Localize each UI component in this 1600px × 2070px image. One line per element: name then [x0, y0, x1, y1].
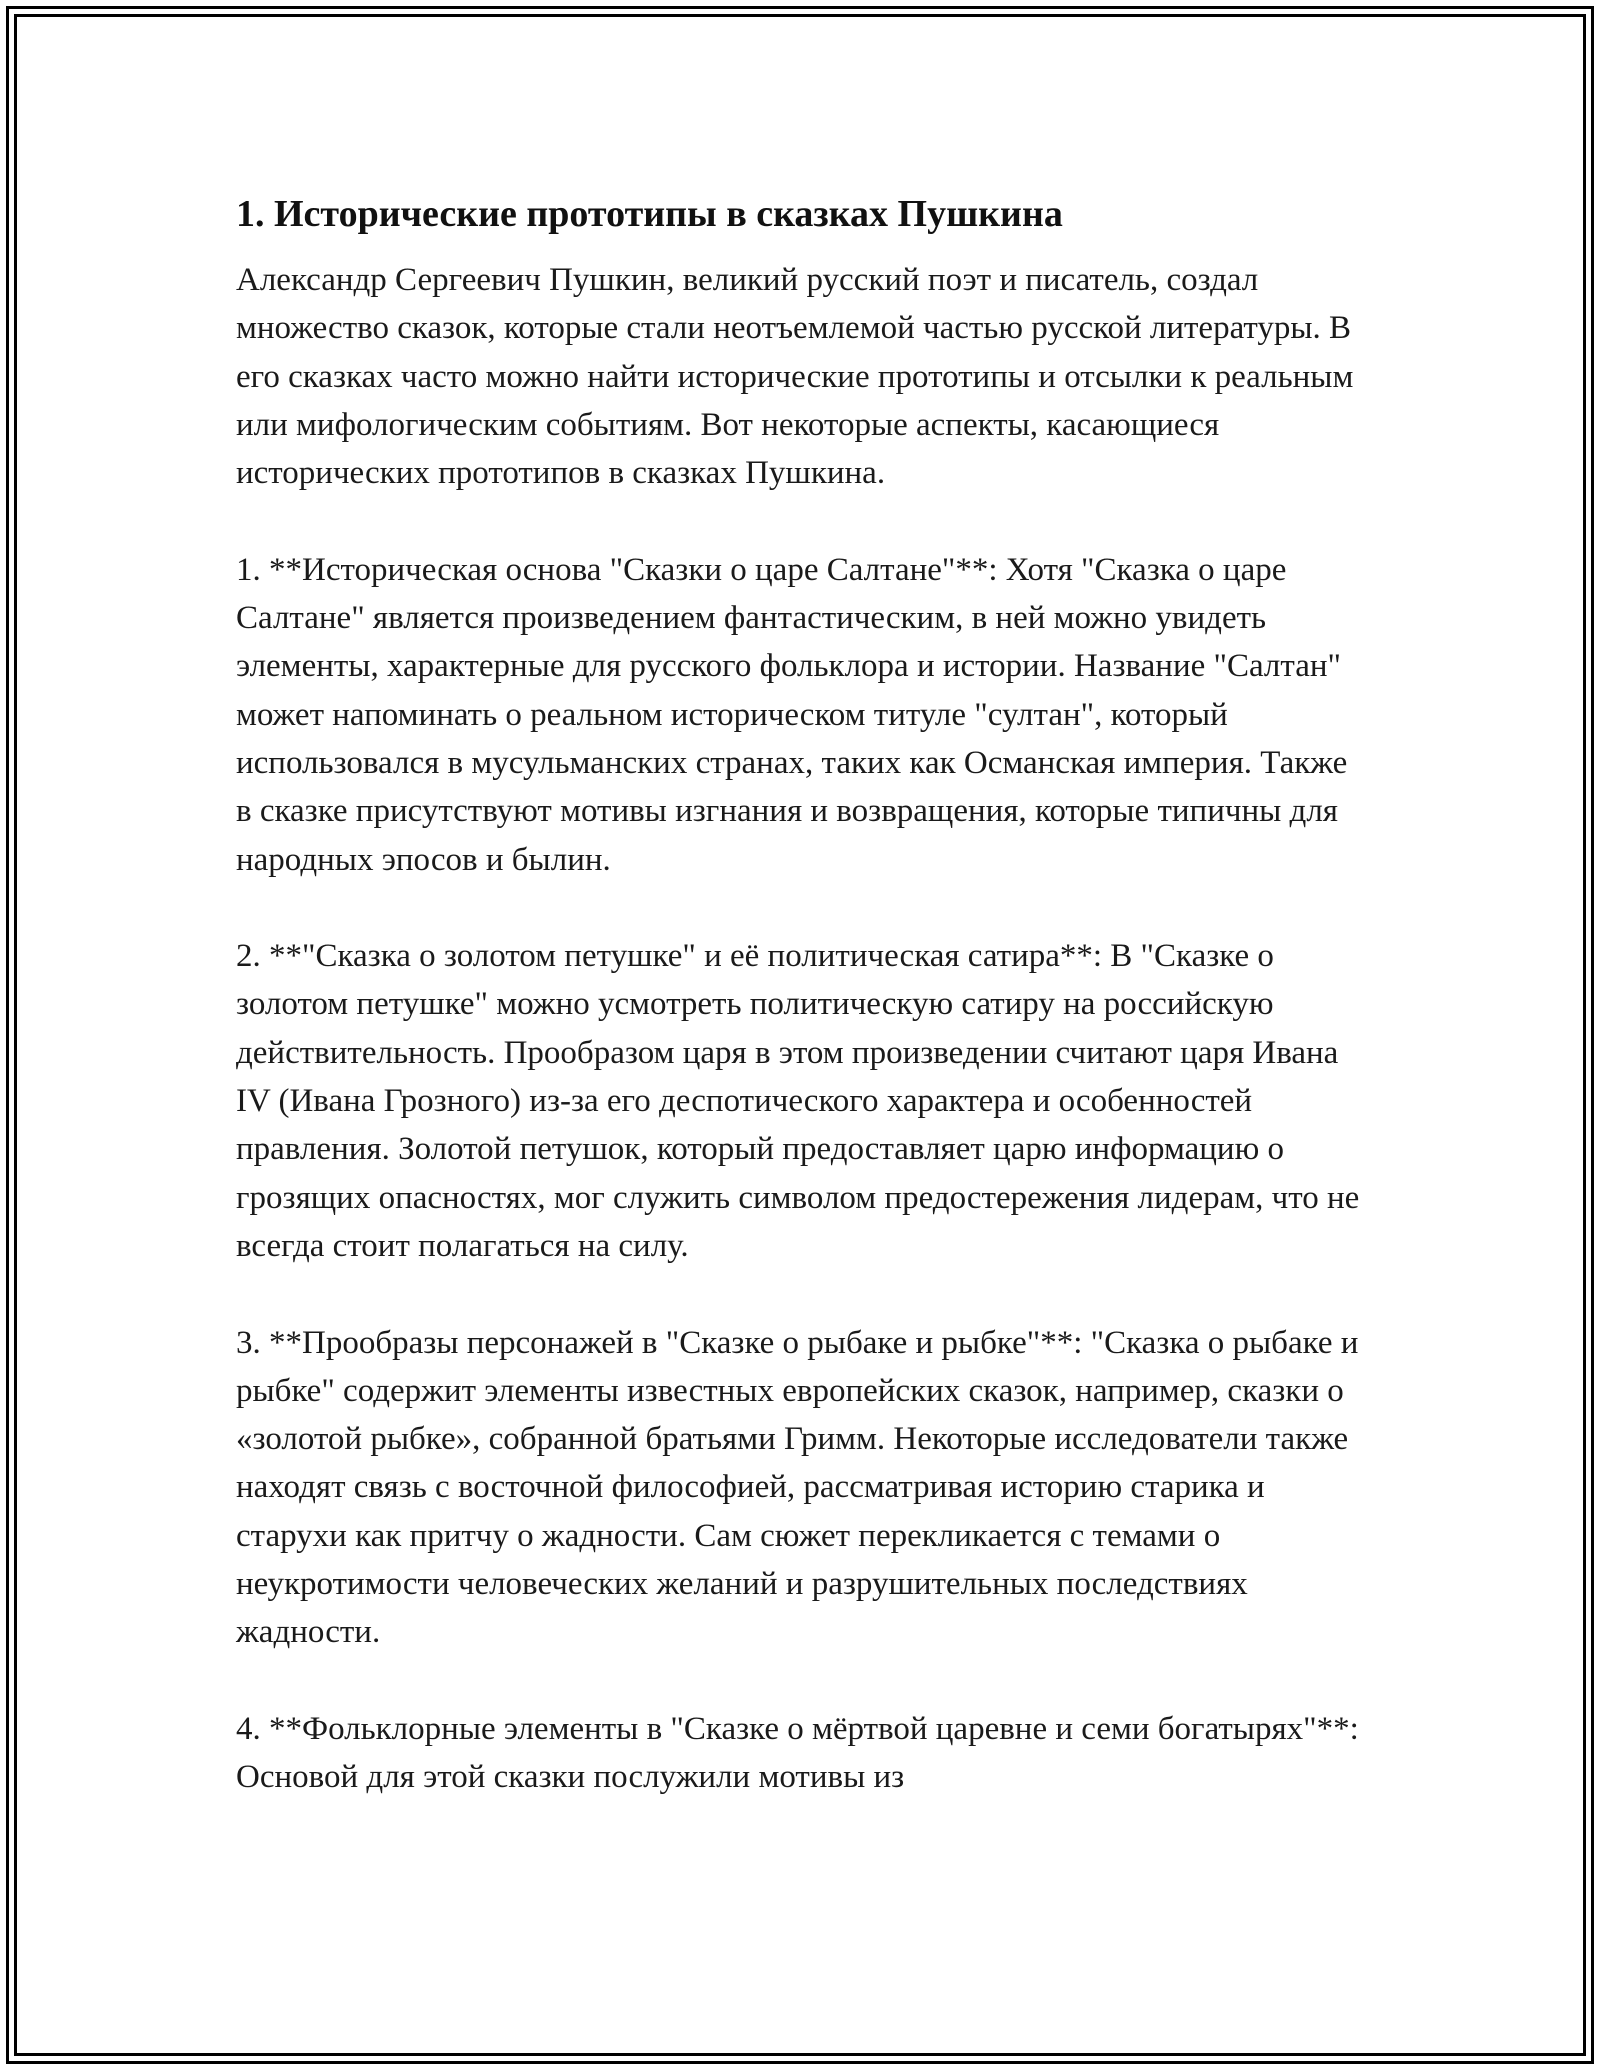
paragraph-saltan: 1. **Историческая основа "Сказки о царе Салтане"**: Хотя "Сказка о царе Салтане" является произведением фантастическим, в ней можно увидеть элементы, характерные для русского фольклора и истории. Название "Салтан" может напоминать о реальном историческом титуле "султан", который использовался в мусульманских странах, таких как Османская империя. Также в сказке присутствуют мотивы изгнания и возвращения, которые типичны для народных эпосов и былин. — [236, 551, 1348, 878]
document-body — [236, 190, 1366, 1802]
section-heading: 1. Исторические прототипы в сказках Пушкина — [236, 193, 1063, 235]
paragraph-golden-cockerel: 2. **"Сказка о золотом петушке" и её политическая сатира**: В "Сказке о золотом петушке" можно усмотреть политическую сатиру на российскую действительность. Прообразом царя в этом произведении считают царя Ивана IV (Ивана Грозного) из-за его деспотического характера и особенностей правления. Золотой петушок, который предоставляет царю информацию о грозящих опасностях, мог служить символом предостережения лидерам, что не всегда стоит полагаться на силу. — [236, 938, 1360, 1264]
paragraph-fisherman-fish: 3. **Прообразы персонажей в "Сказке о рыбаке и рыбке"**: "Сказка о рыбаке и рыбке" содержит элементы известных европейских сказок, например, сказки о «золотой рыбке», собранной братьями Гримм. Некоторые исследователи также находят связь с восточной философией, рассматривая историю старика и старухи как притчу о жадности. Сам сюжет перекликается с темами о неукротимости человеческих желаний и разрушительных последствиях жадности. — [236, 1324, 1359, 1651]
intro-paragraph: Александр Сергеевич Пушкин, великий русский поэт и писатель, создал множество сказок, которые стали неотъемлемой частью русской литературы. В его сказках часто можно найти исторические прототипы и отсылки к реальным или мифологическим событиям. Вот некоторые аспекты, касающиеся исторических прототипов в сказках Пушкина. — [236, 262, 1354, 492]
paragraph-dead-princess: 4. **Фольклорные элементы в "Сказке о мёртвой царевне и семи богатырях"**: Основой для этой сказки послужили мотивы из — [236, 1710, 1359, 1796]
